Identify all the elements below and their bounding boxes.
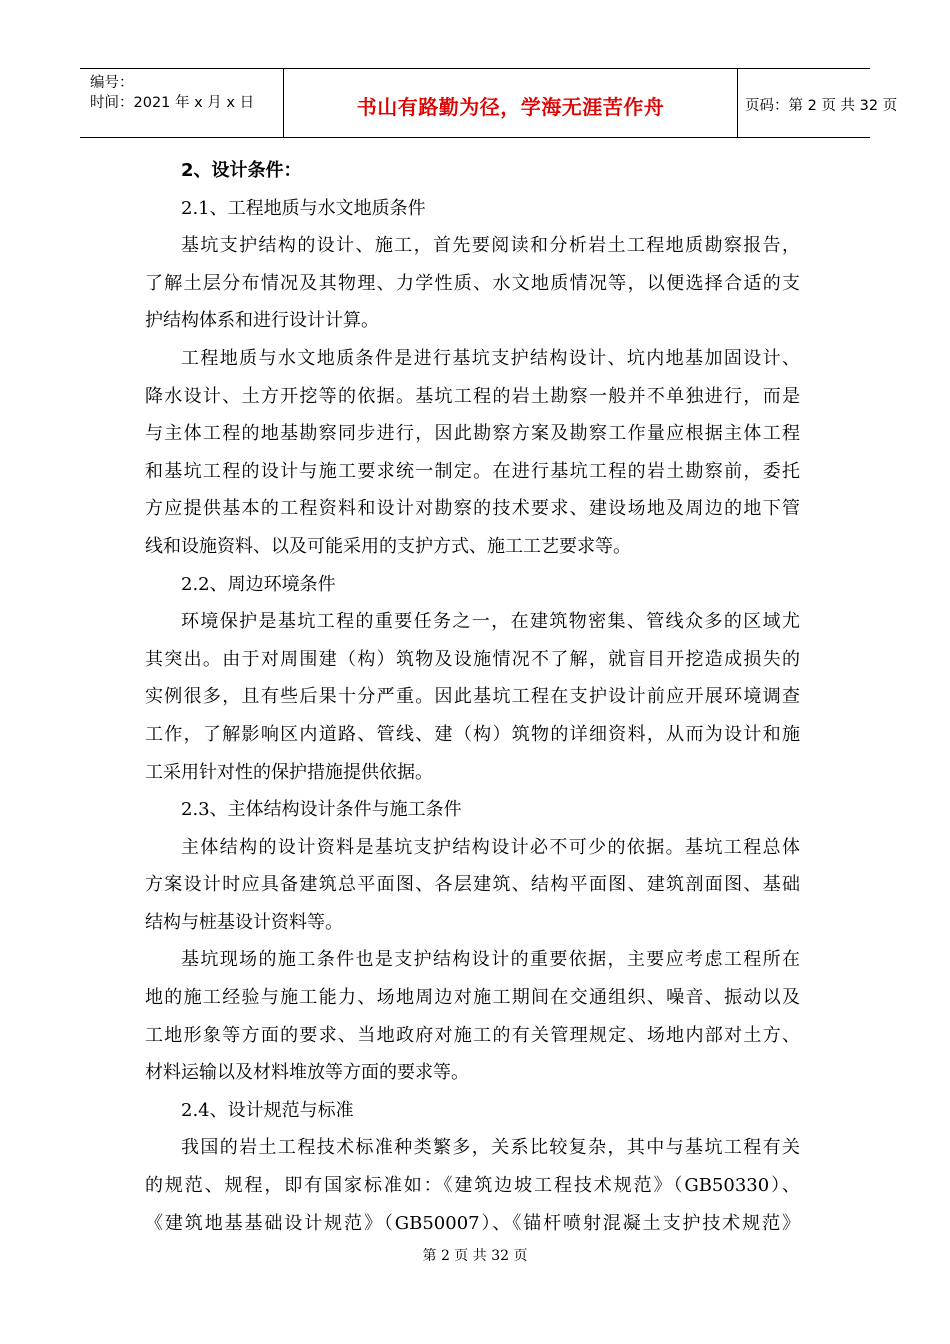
section-heading: 2、设计条件： [181,160,302,181]
paragraph-line: 方应提供基本的工程资料和设计对勘察的技术要求、建设场地及周边的地下管 [145,498,800,520]
paragraph-line: 其突出。由于对周围建（构）筑物及设施情况不了解，就盲目开挖造成损失的 [145,648,800,670]
paragraph-line: 我国的岩土工程技术标准种类繁多，关系比较复杂，其中与基坑工程有关 [181,1137,800,1159]
paragraph-line: 结构与桩基设计资料等。 [145,911,343,933]
paragraph-line: 降水设计、土方开挖等的依据。基坑工程的岩土勘察一般并不单独进行，而是 [145,385,800,407]
paragraph-line: 材料运输以及材料堆放等方面的要求等。 [145,1062,469,1084]
paragraph-line: 工作，了解影响区内道路、管线、建（构）筑物的详细资料，从而为设计和施 [145,723,800,745]
header-page-code: 页码：第 2 页 共 32 页 [745,98,898,114]
subsection-heading: 2.3、主体结构设计条件与施工条件 [181,799,462,821]
paragraph-line: 基坑支护结构的设计、施工，首先要阅读和分析岩土工程地质勘察报告， [181,235,800,257]
paragraph-line: 工采用针对性的保护措施提供依据。 [145,761,433,783]
header-motto: 书山有路勤为径，学海无涯苦作舟 [356,95,665,119]
header-right-cell [737,69,898,137]
paragraph-line: 方案设计时应具备建筑总平面图、各层建筑、结构平面图、建筑剖面图、基础 [145,874,800,896]
subsection-heading: 2.4、设计规范与标准 [181,1099,354,1121]
paragraph-line: 实例很多，且有些后果十分严重。因此基坑工程在支护设计前应开展环境调查 [145,686,800,708]
paragraph-line: 地的施工经验与施工能力、场地周边对施工期间在交通组织、噪音、振动以及 [145,987,800,1009]
header-motto-cell [283,69,738,137]
paragraph-line: 护结构体系和进行设计计算。 [145,310,379,332]
page-footer: 第 2 页 共 32 页 [422,1248,528,1264]
subsection-heading: 2.1、工程地质与水文地质条件 [181,197,426,219]
paragraph-line: 的规范、规程，即有国家标准如：《建筑边坡工程技术规范》（GB50330）、 [145,1175,800,1197]
paragraph-line: 线和设施资料、以及可能采用的支护方式、施工工艺要求等。 [145,535,631,557]
paragraph-line: 和基坑工程的设计与施工要求统一制定。在进行基坑工程的岩土勘察前，委托 [145,460,800,482]
paragraph-line: 工地形象等方面的要求、当地政府对施工的有关管理规定、场地内部对土方、 [145,1024,800,1046]
paragraph-line: 了解土层分布情况及其物理、力学性质、水文地质情况等，以便选择合适的支 [145,272,800,294]
paragraph-line: 与主体工程的地基勘察同步进行，因此勘察方案及勘察工作量应根据主体工程 [145,423,800,445]
paragraph-line: 《建筑地基基础设计规范》（GB50007）、《锚杆喷射混凝土支护技术规范》 [145,1212,800,1234]
document-code-label: 编号： [90,75,134,91]
subsection-heading: 2.2、周边环境条件 [181,573,336,595]
paragraph-line: 基坑现场的施工条件也是支护结构设计的重要依据，主要应考虑工程所在 [181,949,800,971]
paragraph-line: 环境保护是基坑工程的重要任务之一，在建筑物密集、管线众多的区域尤 [181,611,800,633]
document-body [145,152,800,1242]
paragraph-line: 主体结构的设计资料是基坑支护结构设计必不可少的依据。基坑工程总体 [181,836,800,858]
document-date: 时间：2021 年 x 月 x 日 [90,95,255,111]
header-left-cell [80,69,283,137]
page-header [80,68,898,138]
paragraph-line: 工程地质与水文地质条件是进行基坑支护结构设计、坑内地基加固设计、 [181,347,800,369]
